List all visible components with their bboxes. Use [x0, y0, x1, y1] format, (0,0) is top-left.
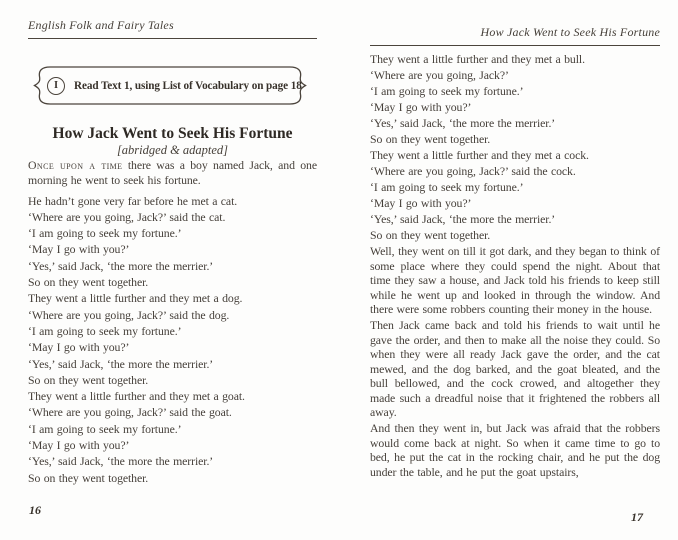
story-subtitle: [abridged & adapted] [116, 143, 229, 157]
story-paragraph: ‘May I go with you?’ [370, 196, 472, 210]
story-paragraph: ‘I am going to seek my fortune.’ [28, 421, 182, 436]
lead-rest: there was a boy named Jack, and one morning he went to seek his fortune. [28, 158, 317, 187]
story-paragraph: ‘I am going to seek my fortune.’ [370, 84, 524, 98]
story-paragraph: They went a little further and they met a cock. [370, 148, 589, 162]
left-page-number: 16 [29, 503, 41, 517]
right-page-body [370, 52, 660, 479]
story-paragraph: He hadn’t gone very far before he met a cat. [28, 193, 238, 208]
story-paragraph: ‘Where are you going, Jack?’ said the cock. [370, 164, 576, 178]
story-title: How Jack Went to Seek His Fortune [52, 125, 293, 142]
right-running-head: How Jack Went to Seek His Fortune [480, 25, 660, 39]
left-header-rule [28, 38, 317, 39]
story-paragraph: So on they went together. [28, 372, 149, 387]
story-paragraph: ‘Yes,’ said Jack, ‘the more the merrier.’ [28, 356, 214, 371]
instruction-text: Read Text 1, using List of Vocabulary on page 18 [74, 79, 302, 92]
instruction-number-icon: I [47, 77, 65, 95]
story-paragraph: ‘Where are you going, Jack?’ said the cat. [28, 209, 226, 224]
story-paragraph: So on they went together. [28, 470, 149, 485]
story-paragraph: So on they went together. [370, 132, 491, 146]
left-running-head: English Folk and Fairy Tales [28, 18, 174, 32]
right-page [370, 18, 660, 481]
story-paragraph: So on they went together. [28, 275, 149, 290]
left-page-body [28, 194, 317, 486]
story-paragraph: And then they went in, but Jack was afraid that the robbers would come back at night. So when it came time to go to bed, he put the cat in the rocking chair, and he put the dog under the table, and he put the goat upstairs, [370, 421, 660, 479]
story-paragraph: ‘Where are you going, Jack?’ said the goat. [28, 405, 232, 420]
story-paragraph: ‘I am going to seek my fortune.’ [28, 226, 182, 241]
right-page-number: 17 [631, 510, 643, 524]
story-paragraph: They went a little further and they met a goat. [28, 389, 245, 404]
story-paragraph: They went a little further and they met a dog. [28, 291, 243, 306]
lead-paragraph [28, 158, 317, 188]
story-paragraph: Then Jack came back and told his friends to wait until he gave the order, and then to make all the noise they could. So when they were all ready Jack gave the order, and the cat mewed, and the dog barked, and the goat bleated, and the bull bellowed, and the cock crowed, and altogether they made such a dreadful noise that it frightened the robbers all away. [370, 318, 660, 419]
right-header-rule [370, 45, 660, 46]
story-paragraph: ‘Yes,’ said Jack, ‘the more the merrier.’ [28, 454, 214, 469]
story-paragraph: ‘May I go with you?’ [28, 242, 130, 257]
story-paragraph: ‘Where are you going, Jack?’ said the dog. [28, 307, 230, 322]
story-paragraph: Well, they went on till it got dark, and they began to think of some place where they could spend the night. About that time they saw a house, and Jack told his friends to keep still while he went up and looked in through the window. And there were some robbers counting their money in the house. [370, 244, 660, 316]
story-paragraph: ‘May I go with you?’ [370, 100, 472, 114]
left-page [28, 18, 317, 487]
instruction-box [28, 65, 317, 106]
story-paragraph: ‘Yes,’ said Jack, ‘the more the merrier.’ [370, 212, 556, 226]
story-paragraph: They went a little further and they met a bull. [370, 52, 585, 66]
story-paragraph: ‘Yes,’ said Jack, ‘the more the merrier.’ [28, 258, 214, 273]
story-paragraph: ‘Where are you going, Jack?’ [370, 68, 509, 82]
story-paragraph: ‘I am going to seek my fortune.’ [370, 180, 524, 194]
lead-smallcaps: Once upon a time [28, 158, 123, 172]
story-paragraph: ‘May I go with you?’ [28, 438, 130, 453]
story-paragraph: ‘May I go with you?’ [28, 340, 130, 355]
story-paragraph: ‘Yes,’ said Jack, ‘the more the merrier.’ [370, 116, 556, 130]
story-paragraph: So on they went together. [370, 228, 491, 242]
story-paragraph: ‘I am going to seek my fortune.’ [28, 323, 182, 338]
